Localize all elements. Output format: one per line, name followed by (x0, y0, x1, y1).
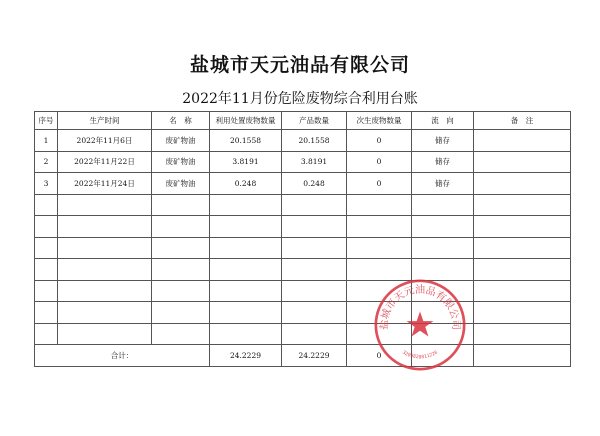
cell-time (58, 216, 152, 238)
cell-remark (474, 237, 571, 259)
cell-remark (474, 323, 571, 345)
cell-remark (474, 302, 571, 324)
cell-secondary-qty: 0 (347, 130, 412, 152)
totals-label: 合计： (35, 345, 210, 367)
cell-util-qty (210, 259, 282, 281)
table-row (35, 151, 571, 173)
cell-flow (412, 194, 474, 216)
cell-flow: 储存 (412, 151, 474, 173)
total-secondary-qty: 0 (347, 345, 412, 367)
cell-flow (412, 216, 474, 238)
cell-remark (474, 151, 571, 173)
cell-secondary-qty: 0 (347, 173, 412, 195)
cell-product-qty (282, 323, 347, 345)
header-secondary-waste-quantity: 次生废物数量 (347, 112, 412, 130)
cell-time: 2022年11月24日 (58, 173, 152, 195)
header-product-quantity: 产品数量 (282, 112, 347, 130)
cell-seq (35, 194, 58, 216)
cell-time (58, 323, 152, 345)
cell-remark (474, 130, 571, 152)
header-name: 名 称 (152, 112, 210, 130)
cell-time (58, 302, 152, 324)
cell-time: 2022年11月6日 (58, 130, 152, 152)
empty-table-row (35, 259, 571, 281)
seal-number-text: 3209820011226 (401, 350, 439, 361)
cell-remark (474, 194, 571, 216)
header-remark: 备 注 (474, 112, 571, 130)
cell-util-qty: 20.1558 (210, 130, 282, 152)
cell-name (152, 280, 210, 302)
cell-product-qty (282, 259, 347, 281)
cell-remark (474, 216, 571, 238)
cell-flow (412, 237, 474, 259)
cell-product-qty (282, 194, 347, 216)
cell-seq (35, 237, 58, 259)
seal-company-text: 盐城市天元油品有限公司 (379, 284, 461, 330)
cell-seq: 1 (35, 130, 58, 152)
cell-product-qty (282, 216, 347, 238)
cell-flow: 储存 (412, 173, 474, 195)
header-flow: 流 向 (412, 112, 474, 130)
cell-util-qty (210, 323, 282, 345)
empty-table-row (35, 216, 571, 238)
cell-seq: 3 (35, 173, 58, 195)
cell-name: 废矿物油 (152, 130, 210, 152)
seal-star-icon (407, 312, 434, 337)
cell-name (152, 323, 210, 345)
ledger-table (34, 111, 571, 367)
cell-product-qty (282, 302, 347, 324)
cell-util-qty (210, 216, 282, 238)
company-name: 盐城市天元油品有限公司 (189, 54, 410, 76)
cell-seq: 2 (35, 151, 58, 173)
cell-util-qty (210, 194, 282, 216)
empty-table-row (35, 237, 571, 259)
cell-util-qty (210, 302, 282, 324)
header-production-time: 生产时间 (58, 112, 152, 130)
cell-name (152, 302, 210, 324)
cell-secondary-qty (347, 194, 412, 216)
cell-product-qty: 3.8191 (282, 151, 347, 173)
cell-product-qty: 0.248 (282, 173, 347, 195)
cell-name (152, 259, 210, 281)
cell-util-qty (210, 237, 282, 259)
cell-secondary-qty (347, 216, 412, 238)
header-seq: 序号 (35, 112, 58, 130)
total-remark (474, 345, 571, 367)
total-util-qty: 24.2229 (210, 345, 282, 367)
cell-product-qty (282, 237, 347, 259)
cell-name: 废矿物油 (152, 151, 210, 173)
empty-table-row (35, 323, 571, 345)
empty-table-row (35, 194, 571, 216)
cell-util-qty (210, 280, 282, 302)
cell-seq (35, 216, 58, 238)
totals-row (35, 345, 571, 367)
cell-time (58, 237, 152, 259)
cell-name (152, 194, 210, 216)
cell-flow: 储存 (412, 130, 474, 152)
cell-remark (474, 259, 571, 281)
cell-secondary-qty (347, 237, 412, 259)
header-utilization-quantity: 利用处置废物数量 (210, 112, 282, 130)
cell-name (152, 216, 210, 238)
total-product-qty: 24.2229 (282, 345, 347, 367)
cell-product-qty (282, 280, 347, 302)
cell-name: 废矿物油 (152, 173, 210, 195)
cell-time (58, 194, 152, 216)
table-row (35, 173, 571, 195)
empty-table-row (35, 280, 571, 302)
company-seal-stamp (372, 277, 468, 373)
cell-time (58, 259, 152, 281)
cell-time: 2022年11月22日 (58, 151, 152, 173)
cell-time (58, 280, 152, 302)
header-row (35, 112, 571, 130)
table-row (35, 130, 571, 152)
cell-util-qty: 3.8191 (210, 151, 282, 173)
cell-name (152, 237, 210, 259)
cell-util-qty: 0.248 (210, 173, 282, 195)
cell-product-qty: 20.1558 (282, 130, 347, 152)
document-title: 2022年11月份危险废物综合利用台账 (182, 91, 418, 107)
cell-secondary-qty: 0 (347, 151, 412, 173)
cell-remark (474, 173, 571, 195)
cell-remark (474, 280, 571, 302)
cell-seq (35, 280, 58, 302)
cell-seq (35, 323, 58, 345)
cell-seq (35, 302, 58, 324)
cell-seq (35, 259, 58, 281)
empty-table-row (35, 302, 571, 324)
